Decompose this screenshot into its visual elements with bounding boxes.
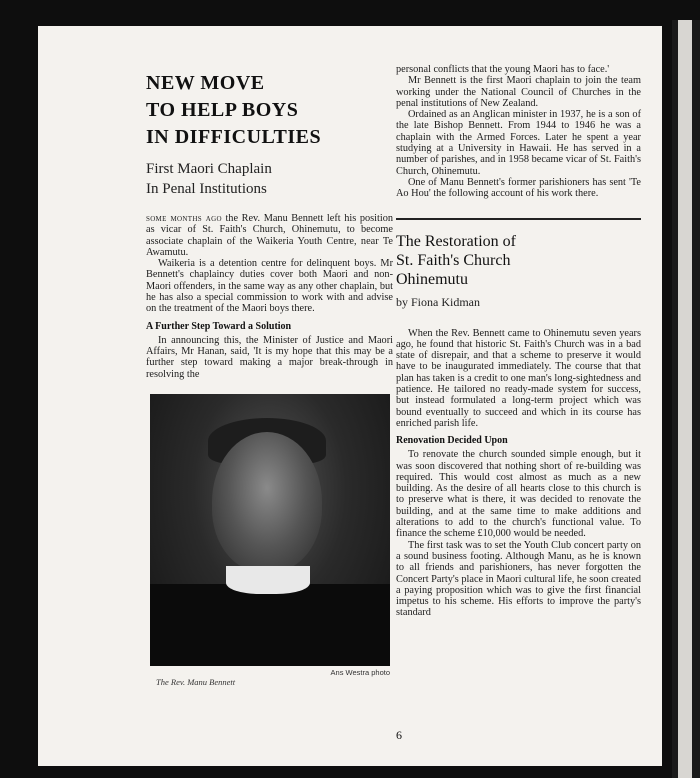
article-title-line: IN DIFFICULTIES: [146, 126, 322, 148]
photo-clerical-collar: [226, 566, 310, 594]
body-paragraph: personal conflicts that the young Maori has to face.': [396, 64, 610, 75]
right-column: [396, 64, 641, 619]
body-paragraph: To renovate the church sounded simple enough, but it was soon discovered that nothing short of re-building was required. This would cost almost as much as a new building. As the desire of all hearts close to this church is to preserve what is there, it was decided to renovate the building, and at the same time to make additions and alterations to add to the church's functional value. To finance the scheme £10,000 would be needed.: [396, 449, 641, 540]
second-article-title-line: The Restoration of: [396, 232, 516, 250]
second-article-title: [396, 232, 641, 289]
portrait-photo: [150, 394, 390, 666]
article-title-line: NEW MOVE: [146, 72, 265, 94]
left-column: [108, 70, 393, 687]
body-paragraph: Mr Bennett is the first Maori chaplain to join the team working under the National Council of Churches in the penal institutions of New Zealand.: [396, 75, 641, 109]
article-subhead-line: First Maori Chaplain: [146, 161, 272, 177]
section-heading: Renovation Decided Upon: [396, 435, 508, 447]
article-title: [146, 70, 393, 151]
section-divider: [396, 218, 641, 220]
second-article-title-line: St. Faith's Church: [396, 251, 511, 269]
body-paragraph: Waikeria is a detention centre for delinquent boys. Mr Bennett's chaplaincy duties cover both Maori and non-Maori offenders, in the same way as any other chaplain, but he has also a special commission to work with and advise on the treatment of the Maori boys there.: [146, 258, 393, 315]
second-article-title-line: Ohinemutu: [396, 270, 468, 288]
article-subhead-line: In Penal Institutions: [146, 181, 267, 197]
article-subhead: [146, 159, 393, 199]
body-paragraph: In announcing this, the Minister of Justice and Maori Affairs, Mr Hanan, said, 'It is my hope that this may be a further step toward making a major break-through in resolving the: [146, 334, 393, 380]
photo-robe: [150, 584, 390, 666]
body-paragraph: When the Rev. Bennett came to Ohinemutu seven years ago, he found that historic St. Faith's Church was in a bad state of disrepair, and that a scheme to preserve it would have to be inaugurated immediately. The course that that plan has taken is a credit to one man's long-sightedness and patience. He tailored no ready-made system for success, but instead formulated a long-term project which was bound eventually to succeed and which in its course has enriched parish life.: [396, 327, 641, 429]
photo-face: [212, 432, 322, 572]
body-paragraph: The first task was to set the Youth Club concert party on a sound business footing. Although Manu, as he is known to all friends and parishioners, has never forgotten the Concert Party's place in Maori cultural life, he soon created a paying proposition which was to give the first financial impetus to his scheme. His efforts to improve the party's standard: [396, 539, 641, 619]
byline: by Fiona Kidman: [396, 294, 480, 309]
body-paragraph: Ordained as an Anglican minister in 1937, he is a son of the late Bishop Bennett. From 1944 to 1946 he was a chaplain with the Armed Forces. Later he spent a year studying at a University in Hawaii. He has served in a number of parishes, and in 1958 became vicar of St. Faith's Church, Ohinemutu.: [396, 109, 641, 177]
body-paragraph: One of Manu Bennett's former parishioners has sent 'Te Ao Hou' the following account of his work there.: [396, 176, 641, 200]
lead-paragraph: [146, 213, 393, 258]
next-page-edge: [672, 20, 700, 778]
photo-credit: Ans Westra photo: [330, 667, 390, 677]
page-number: 6: [396, 728, 402, 742]
lead-smallcaps: some months ago: [146, 213, 222, 224]
article-title-line: TO HELP BOYS: [146, 99, 299, 121]
photo-caption: The Rev. Manu Bennett: [156, 676, 236, 687]
section-heading: A Further Step Toward a Solution: [146, 320, 292, 332]
lead-text: the Rev. Manu Bennett left his position as vicar of St. Faith's Church, Ohinemutu, to become associate chaplain of the Waikeria Youth Centre, near Te Awamutu.: [146, 213, 394, 258]
